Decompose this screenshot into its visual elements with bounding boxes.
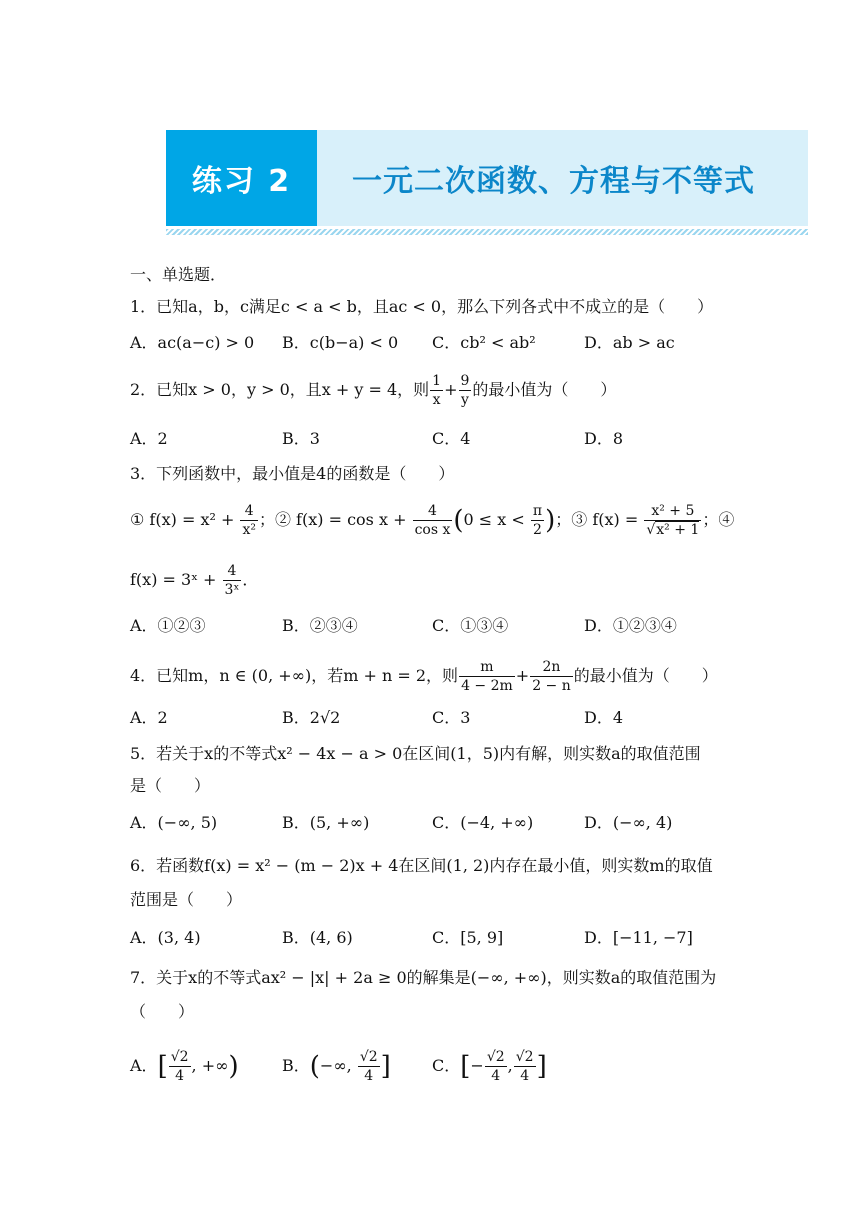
question-3: 3．下列函数中，最小值是4的函数是（ ） [130, 464, 455, 483]
question-4: 4．已知m，n ∈ (0, +∞)，若m + n = 2，则 $\frac{m}{4 - 2m}$ + $\frac{2n}{2 - n}$ 的最小值为（ ） [130, 659, 718, 694]
q1-option-d: D．ab > ac [584, 333, 675, 352]
question-7-line-2: （ ） [130, 1002, 195, 1021]
q7-a-den: 4 [175, 1068, 185, 1084]
q3-f2-frac [413, 502, 453, 539]
q3-cond-num: π [532, 503, 543, 519]
q7-a-label: A． [130, 1056, 158, 1075]
q3-f3-den: √x² + 1 [646, 522, 700, 538]
q3-functions-line-2 [130, 562, 258, 599]
q1-option-b: B．c(b−a) < 0 [282, 333, 399, 352]
q3-f4-frac [223, 562, 242, 599]
q2-text: 2．已知x > 0，y > 0，且x + y = 4，则 [130, 380, 430, 399]
q3-f2-num: 4 [413, 502, 453, 521]
q7-c2-den: 4 [520, 1068, 530, 1084]
q3-f4-label: f(x) = 3ˣ + [130, 570, 222, 589]
q3-f4-den: 3ˣ [224, 582, 240, 598]
q3-f1-den: x² [242, 522, 256, 538]
q3-f1-num: 4 [240, 502, 258, 521]
q4-f2-den: 2 − n [532, 678, 571, 694]
q3-f2-den: cos x [414, 522, 451, 538]
q6-option-b: B．(4, 6) [282, 928, 353, 947]
q3-f4-num: 4 [223, 562, 242, 581]
q7-option-b: B．(−∞, $\frac{√2}{4}$ ] [282, 1049, 391, 1084]
q7-b-head: −∞, [319, 1056, 357, 1075]
q3-period: ． [242, 570, 259, 589]
exercise-label: 练习 2 [166, 130, 317, 226]
q3-f2-cond-frac [531, 502, 544, 539]
q7-b-frac [358, 1048, 380, 1085]
q4-text: 4．已知m，n ∈ (0, +∞)，若m + n = 2，则 [130, 666, 459, 685]
q2-text-end: 的最小值为（ ） [472, 380, 617, 399]
question-5-line-2: 是（ ） [130, 776, 211, 795]
q2-fraction-2 [459, 372, 472, 409]
q7-c-minus: − [470, 1056, 484, 1075]
q1-option-a: A．ac(a−c) > 0 [130, 333, 255, 352]
q7-b-den: 4 [364, 1068, 374, 1084]
question-7-line-1: 7．关于x的不等式ax² − |x| + 2a ≥ 0的解集是(−∞, +∞)，则实数a的取值范围为 [130, 968, 717, 987]
q3-f4-marker: ；④ [702, 510, 735, 529]
q4-option-a: A．2 [130, 708, 168, 727]
question-6-line-1: 6．若函数f(x) = x² − (m − 2)x + 4在区间(1, 2)内存在最小值，则实数m的取值 [130, 856, 713, 875]
q3-option-a: A．①②③ [130, 616, 206, 635]
q3-f2-label: ；② f(x) = cos x + [258, 510, 412, 529]
q5-option-c: C．(−4, +∞) [432, 813, 534, 832]
q5-option-b: B．(5, +∞) [282, 813, 370, 832]
q7-c-label: C． [432, 1056, 461, 1075]
banner-stripe [166, 229, 808, 235]
q7-c2-num: √2 [515, 1049, 534, 1065]
q7-c-frac-1 [485, 1048, 507, 1085]
q3-f1-label: ① f(x) = x² + [130, 510, 240, 529]
q7-option-c: C．[− $\frac{√2}{4}$ , $\frac{√2}{4}$ ] [432, 1049, 547, 1084]
chapter-banner [166, 130, 808, 226]
q7-option-a: A．[ $\frac{√2}{4}$ , +∞) [130, 1049, 239, 1084]
q7-b-num: √2 [359, 1049, 378, 1065]
q4-f2-num: 2n [530, 658, 573, 677]
q7-c1-den: 4 [491, 1068, 501, 1084]
question-2: 2．已知x > 0，y > 0，且x + y = 4，则 $\frac{1}{x}$ + $\frac{9}{y}$ 的最小值为（ ） [130, 373, 617, 408]
q7-b-label: B． [282, 1056, 310, 1075]
q5-option-d: D．(−∞, 4) [584, 813, 673, 832]
q2-frac1-den: x [432, 392, 441, 408]
question-1: 1．已知a，b，c满足c < a < b，且ac < 0，那么下列各式中不成立的是（ ） [130, 297, 714, 316]
q2-option-d: D．8 [584, 429, 624, 448]
q3-cond-den: 2 [533, 522, 542, 538]
question-5-line-1: 5．若关于x的不等式x² − 4x − a > 0在区间(1，5)内有解，则实数a的取值范围 [130, 744, 701, 763]
q6-option-d: D．[−11, −7] [584, 928, 693, 947]
q2-option-c: C．4 [432, 429, 471, 448]
q3-f3-den-radicand: x² + 1 [656, 522, 700, 538]
q3-f2-cond: 0 ≤ x < [463, 510, 530, 529]
q3-option-d: D．①②③④ [584, 616, 677, 635]
q4-frac-1 [459, 658, 515, 695]
q4-frac-2 [530, 658, 573, 695]
q5-option-a: A．(−∞, 5) [130, 813, 218, 832]
section-title: 一、单选题． [130, 265, 227, 284]
q4-option-b: B．2√2 [282, 708, 341, 727]
q3-f3-frac [644, 502, 701, 539]
chapter-title: 一元二次函数、方程与不等式 [352, 164, 755, 199]
q4-option-d: D．4 [584, 708, 624, 727]
q2-frac1-num: 1 [432, 373, 442, 389]
q3-f3-label: ；③ f(x) = [555, 510, 644, 529]
q3-f3-num: x² + 5 [644, 502, 701, 521]
q3-option-b: B．②③④ [282, 616, 358, 635]
q6-option-c: C．[5, 9] [432, 928, 504, 947]
q3-option-c: C．①③④ [432, 616, 509, 635]
q3-functions-line: ① f(x) = x² + $\frac{4}{\text{x²}}$ ；② f(x) = cos x + $\frac{4}{\text{cos x}}$ (0 ≤ x < $\frac{\pi}{2}$ )；③ f(x) = $\frac{\text{x² + 5}}{\text{√x² + 1}}$ ；④ [130, 503, 735, 538]
q7-a-num: √2 [170, 1049, 189, 1065]
q7-a-frac [169, 1048, 191, 1085]
q4-text-end: 的最小值为（ ） [573, 666, 718, 685]
q2-fraction-1 [430, 372, 443, 409]
q7-a-tail: , +∞ [191, 1056, 229, 1075]
q2-option-b: B．3 [282, 429, 320, 448]
question-6-line-2: 范围是（ ） [130, 890, 243, 909]
q2-frac2-den: y [461, 392, 469, 408]
q4-f1-den: 4 − 2m [461, 678, 513, 694]
q4-option-c: C．3 [432, 708, 471, 727]
q3-f1-frac [240, 502, 258, 539]
q1-option-c: C．cb² < ab² [432, 333, 536, 352]
q6-option-a: A．(3, 4) [130, 928, 201, 947]
q4-f1-num: m [459, 658, 515, 677]
q2-frac2-num: 9 [460, 373, 470, 389]
q2-option-a: A．2 [130, 429, 168, 448]
q7-c-frac-2 [514, 1048, 536, 1085]
q7-c1-num: √2 [486, 1049, 505, 1065]
